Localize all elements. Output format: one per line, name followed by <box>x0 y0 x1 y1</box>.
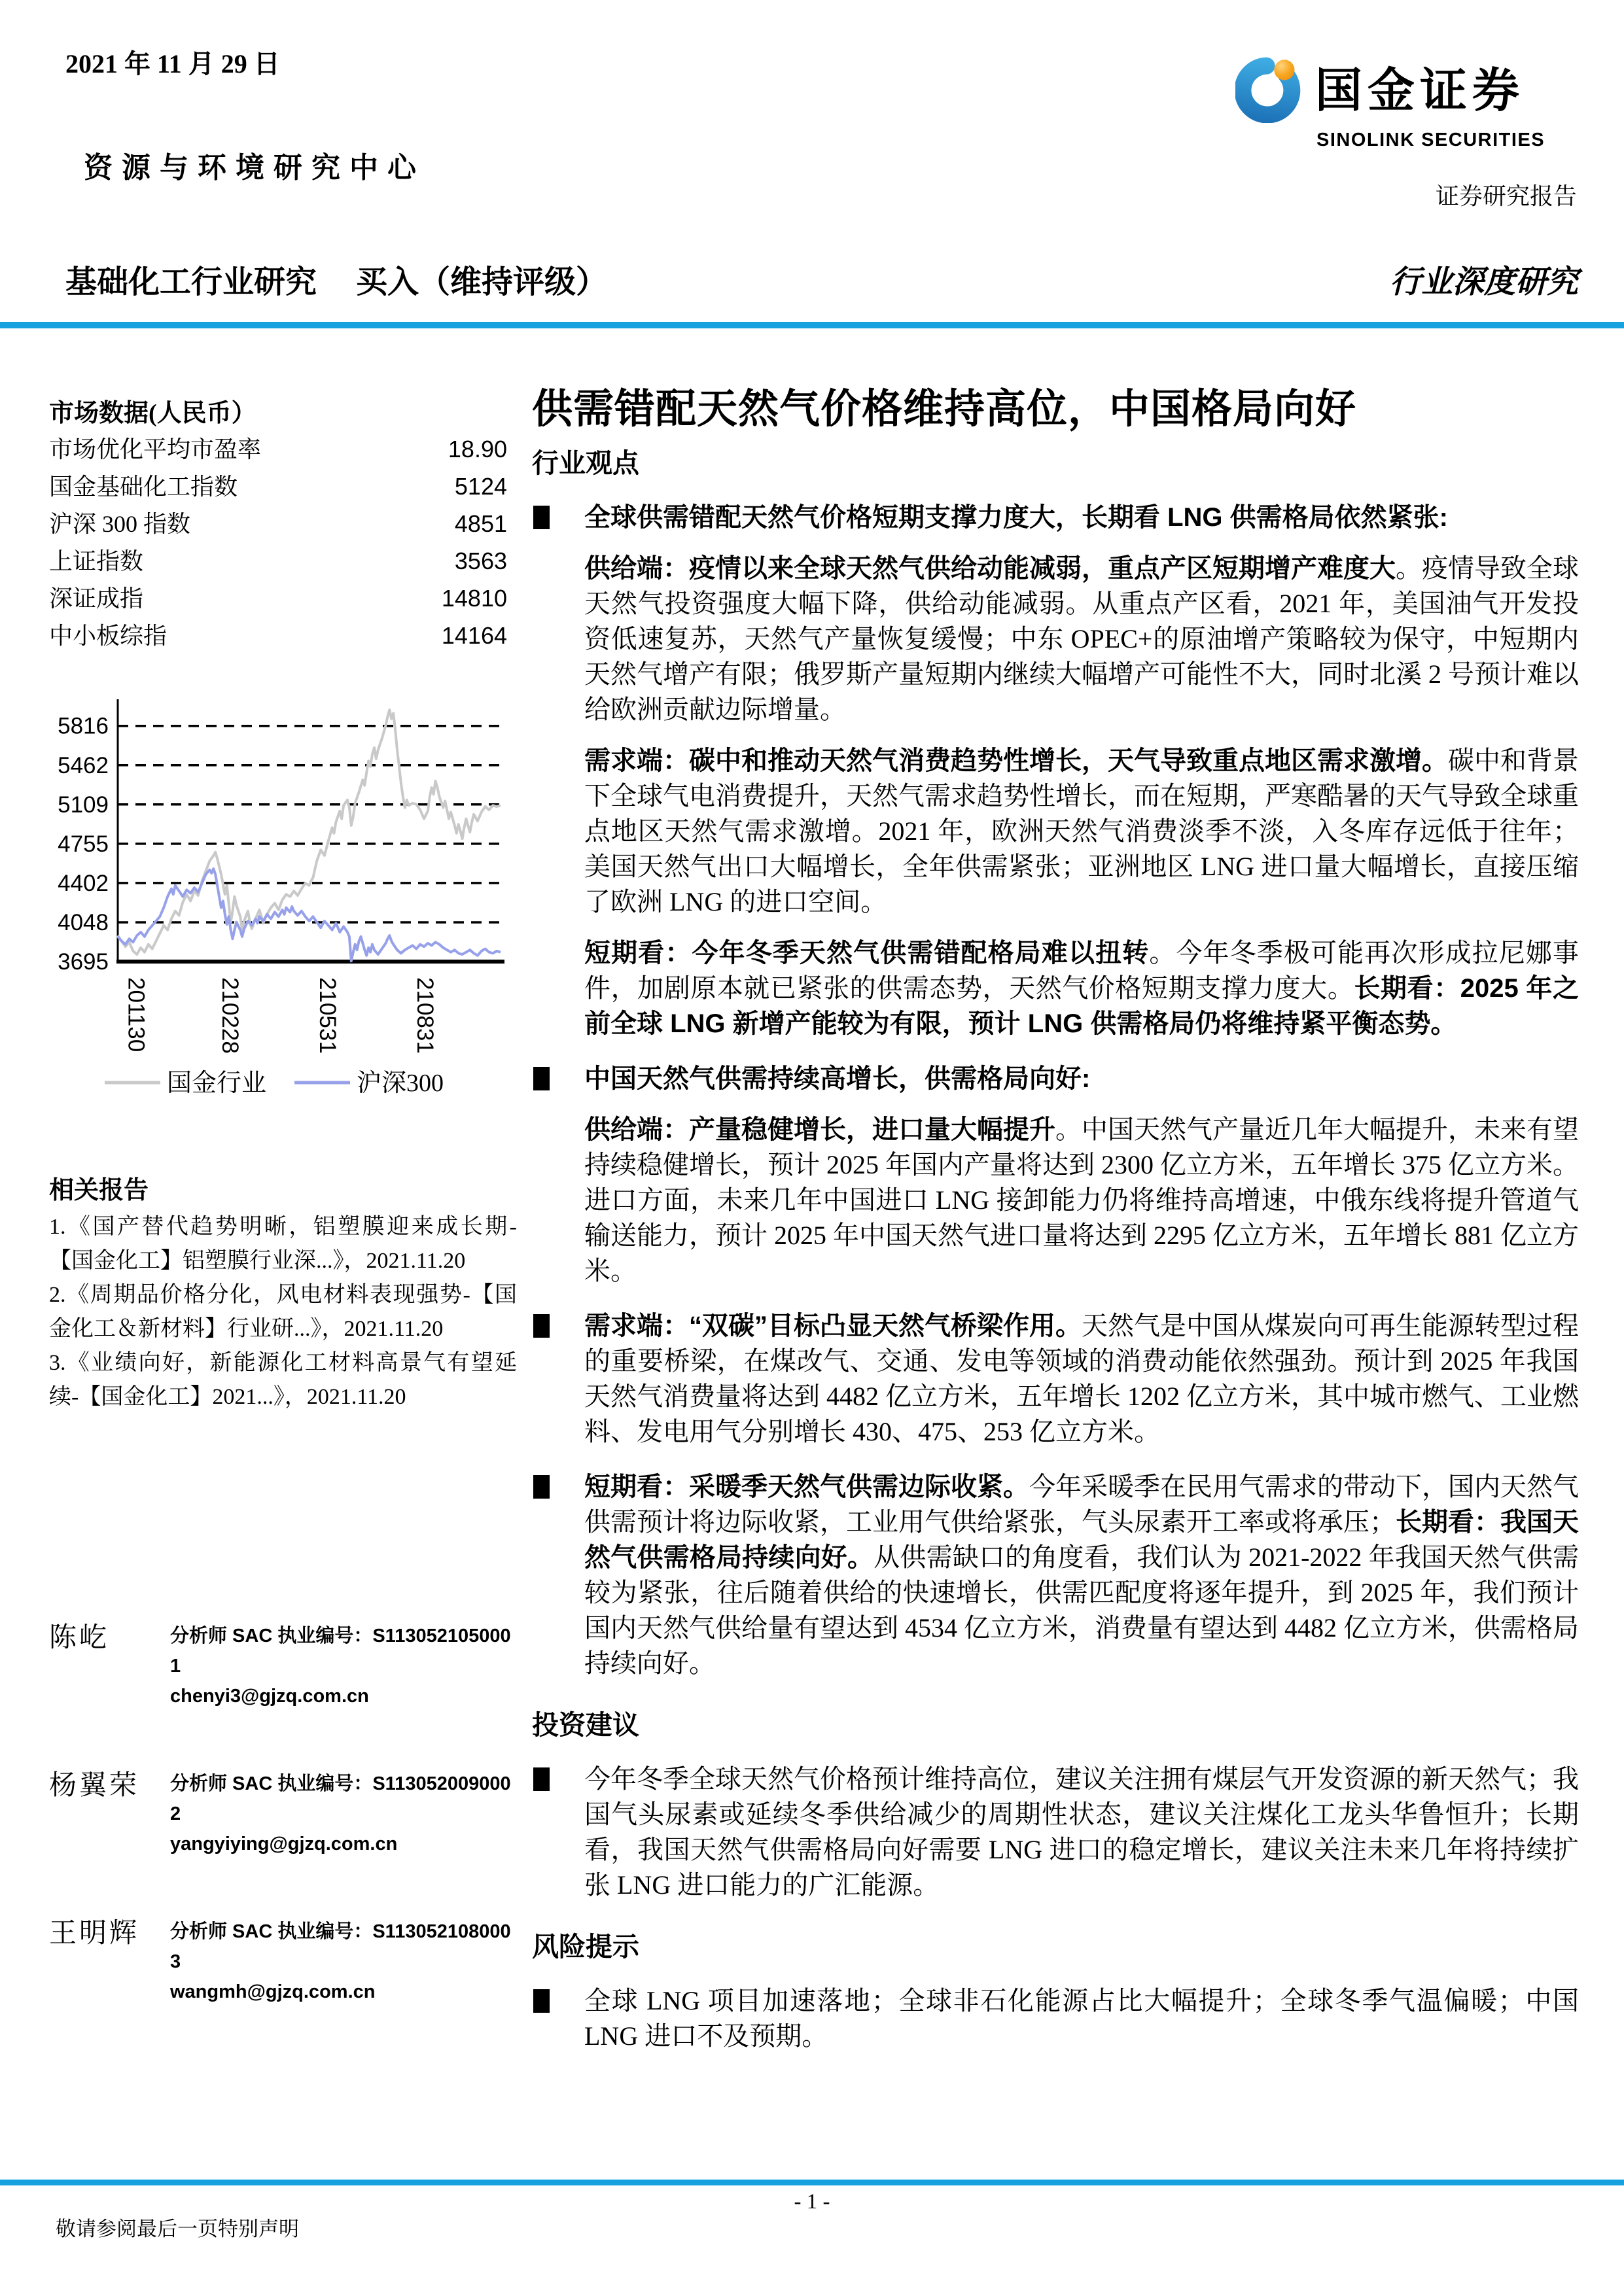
related-report-item: 2.《周期品价格分化，风电材料表现强势-【国金化工＆新材料】行业研...》，2021.11.20 <box>49 1283 517 1341</box>
y-tick-label: 4402 <box>58 870 109 896</box>
market-data-row <box>49 582 507 619</box>
market-metric-label: 上证指数 <box>49 548 144 574</box>
y-tick-label: 4048 <box>58 910 109 935</box>
analyst-email: yangyiying@gjzq.com.cn <box>170 1834 398 1854</box>
analyst-details <box>170 1621 517 1711</box>
analyst-row <box>49 1621 517 1711</box>
analyst-email: wangmh@gjzq.com.cn <box>170 1981 376 2002</box>
paragraph-text: 今年冬季全球天然气价格预计维持高位，建议关注拥有煤层气开发资源的新天然气；我国气头尿素或延续冬季供给减少的周期性状态，建议关注煤化工龙头华鲁恒升；长期看，我国天然气供需格局向好需要 LNG 进口的稳定增长，建议关注未来几年将持续扩张 LNG 进口能力的广汇能源。 <box>584 1764 1579 1900</box>
market-data-row <box>49 508 507 545</box>
brand-name-en: SINOLINK SECURITIES <box>1316 130 1545 150</box>
analyst-cert: 分析师 SAC 执业编号：S1130520090002 <box>170 1773 511 1824</box>
section-heading: 风险提示 <box>532 1932 639 1962</box>
paragraph-text: 供给端：产量稳健增长，进口量大幅提升。中国天然气产量近几年大幅提升，未来有望持续稳健增长，预计 2025 年国内产量将达到 2300 亿立方米，五年增长 375 亿立方米。进口方面，未来几年中国进口 LNG 接卸能力仍将维持高增速，中俄东线将提升管道气输送能力，预计 2025 年中国天然气进口量将达到 2295 亿立方米，五年增长 881 亿立方米。 <box>584 1115 1579 1286</box>
x-tick-label: 210531 <box>315 977 341 1054</box>
related-report-item: 1.《国产替代趋势明晰，铝塑膜迎来成长期-【国金化工】铝塑膜行业深...》，2021.11.20 <box>49 1215 517 1273</box>
legend-label: 国金行业 <box>167 1070 267 1097</box>
analyst-cert: 分析师 SAC 执业编号：S1130521080003 <box>170 1921 511 1972</box>
x-tick-label: 201130 <box>123 977 149 1052</box>
market-data-row <box>49 619 507 657</box>
paragraph-text: 供给端：疫情以来全球天然气供给动能减弱，重点产区短期增产难度大。疫情导致全球天然气投资强度大幅下降，供给动能减弱。从重点产区看，2021 年，美国油气开发投资低速复苏，天然气产量恢复缓慢；中东 OPEC+的原油增产策略较为保守，中短期内天然气增产有限；俄罗斯产量短期内继续大幅增产可能性不大，同时北溪 2 号预计难以给欧洲贡献边际增量。 <box>584 553 1579 725</box>
market-metric-value: 14164 <box>441 622 507 649</box>
body-paragraph <box>532 551 1579 727</box>
analyst-email: chenyi3@gjzq.com.cn <box>170 1686 369 1707</box>
market-metric-label: 中小板综指 <box>49 623 168 649</box>
section-heading: 投资建议 <box>532 1710 639 1741</box>
paragraph-text: 中国天然气供需持续高增长，供需格局向好: <box>584 1064 1091 1094</box>
rating-label: 买入（维持评级） <box>356 265 608 300</box>
paragraph-text: 短期看：采暖季天然气供需边际收紧。今年采暖季在民用气需求的带动下，国内天然气供需预计将边际收紧，工业用气供给紧张，气头尿素开工率或将承压；长期看：我国天然气供需格局持续向好。从供需缺口的角度看，我们认为 2021-2022 年我国天然气供需较为紧张，往后随着供给的快速增长，供需匹配度将逐年提升，到 2025 年，我们预计国内天然气供给量有望达到 4534 亿立方米，消费量有望达到 4482 亿立方米，供需格局持续向好。 <box>584 1472 1580 1679</box>
related-report-item: 3.《业绩向好，新能源化工材料高景气有望延续-【国金化工】2021...》，2021.11.20 <box>49 1351 517 1409</box>
report-body <box>532 442 1579 2054</box>
market-metric-value: 4851 <box>454 510 507 537</box>
bullet-item <box>532 1983 1579 2054</box>
paragraph-text: 短期看：今年冬季天然气供需错配格局难以扭转。今年冬季极可能再次形成拉尼娜事件，加剧原本就已紧张的供需态势，天然气价格短期支撑力度大。长期看：2025 年之前全球 LNG 新增产能较为有限，预计 LNG 供需格局仍将维持紧平衡态势。 <box>584 938 1580 1039</box>
bullet-square-icon <box>533 506 550 529</box>
analyst-row <box>49 1917 517 2007</box>
bullet-square-icon <box>533 1475 550 1499</box>
market-data-table <box>49 433 507 657</box>
brand-logo <box>1235 52 1582 190</box>
report-title: 供需错配天然气价格维持高位，中国格局向好 <box>532 387 1357 432</box>
market-metric-label: 国金基础化工指数 <box>49 474 238 500</box>
industry-rating-line <box>65 256 607 302</box>
main-content <box>532 386 1579 2054</box>
y-tick-label: 4755 <box>58 831 109 857</box>
related-reports-title: 相关报告 <box>49 1177 149 1204</box>
market-metric-value: 3563 <box>454 548 507 574</box>
x-tick-label: 210228 <box>217 977 243 1054</box>
market-data-row <box>49 545 507 582</box>
body-paragraph <box>532 935 1579 1041</box>
market-data-row <box>49 433 507 470</box>
page-number: - 1 - <box>794 2190 830 2214</box>
market-data-title: 市场数据(人民币） <box>49 400 256 427</box>
analyst-cert: 分析师 SAC 执业编号：S1130521050001 <box>170 1626 511 1677</box>
market-metric-value: 18.90 <box>448 436 507 462</box>
y-tick-label: 3695 <box>58 949 109 975</box>
market-metric-label: 市场优化平均市盈率 <box>49 436 262 462</box>
analyst-list <box>49 1621 517 2064</box>
section-heading: 行业观点 <box>532 448 639 479</box>
brand-name-cn: 国金证券 <box>1315 65 1525 117</box>
footer-disclaimer: 敬请参阅最后一页特别声明 <box>56 2218 299 2240</box>
market-metric-value: 14810 <box>441 585 507 612</box>
bullet-square-icon <box>533 1314 550 1338</box>
bullet-square-icon <box>533 1767 550 1791</box>
report-tagline: 证券研究报告 <box>1435 183 1577 209</box>
analyst-details <box>170 1769 517 1859</box>
report-date: 2021 年 11 月 29 日 <box>65 49 280 78</box>
research-center-name: 资源与环境研究中心 <box>84 152 425 184</box>
industry-title: 基础化工行业研究 <box>65 265 317 300</box>
bullet-item <box>532 1061 1579 1096</box>
analyst-details <box>170 1917 517 2007</box>
bullet-item <box>532 500 1579 535</box>
y-tick-label: 5462 <box>58 752 109 778</box>
series-line <box>118 710 501 954</box>
analyst-name: 杨翼荣 <box>49 1771 140 1801</box>
bullet-square-icon <box>533 1989 550 2013</box>
y-tick-label: 5816 <box>58 713 109 739</box>
index-trend-chart <box>49 690 507 1122</box>
market-metric-value: 5124 <box>454 473 507 500</box>
analyst-row <box>49 1769 517 1859</box>
paragraph-text: 全球 LNG 项目加速落地；全球非石化能源占比大幅提升；全球冬季气温偏暖；中国 LNG 进口不及预期。 <box>584 1986 1579 2051</box>
x-tick-label: 210831 <box>412 977 438 1054</box>
footer-divider <box>0 2180 1624 2185</box>
body-paragraph <box>532 743 1579 920</box>
report-category: 行业深度研究 <box>1389 265 1578 300</box>
bullet-square-icon <box>533 1067 550 1090</box>
market-metric-label: 沪深 300 指数 <box>49 511 191 537</box>
y-tick-label: 5109 <box>58 791 109 818</box>
paragraph-text: 需求端：“双碳”目标凸显天然气桥梁作用。天然气是中国从煤炭向可再生能源转型过程的重要桥梁，在煤改气、交通、发电等领域的消费动能依然强劲。预计到 2025 年我国天然气消费量将达到 4482 亿立方米，五年增长 1202 亿立方米，其中城市燃气、工业燃料、发电用气分别增长 430、475、253 亿立方米。 <box>584 1311 1579 1447</box>
market-metric-label: 深证成指 <box>49 585 144 612</box>
body-paragraph <box>532 1112 1579 1289</box>
bullet-item <box>532 1762 1579 1903</box>
analyst-name: 陈屹 <box>49 1623 110 1653</box>
legend-label: 沪深300 <box>357 1070 444 1097</box>
bullet-item <box>532 1308 1579 1450</box>
paragraph-text: 需求端：碳中和推动天然气消费趋势性增长，天气导致重点地区需求激增。碳中和背景下全球气电消费提升，天然气需求趋势性增长，而在短期，严寒酷暑的天气导致全球重点地区天然气需求激增。2021 年，欧洲天然气消费淡季不淡，入冬库存远低于往年；美国天然气出口大幅增长，全年供需紧张；亚洲地区 LNG 进口量大幅增长，直接压缩了欧洲 LNG 的进口空间。 <box>584 746 1579 917</box>
analyst-name: 王明辉 <box>49 1919 140 1949</box>
bullet-item <box>532 1469 1579 1681</box>
paragraph-text: 全球供需错配天然气价格短期支撑力度大，长期看 LNG 供需格局依然紧张: <box>584 503 1448 532</box>
header-divider <box>0 322 1624 328</box>
related-reports-list <box>49 1210 517 1414</box>
sinolink-logo-icon <box>1235 55 1303 123</box>
market-data-row <box>49 470 507 508</box>
